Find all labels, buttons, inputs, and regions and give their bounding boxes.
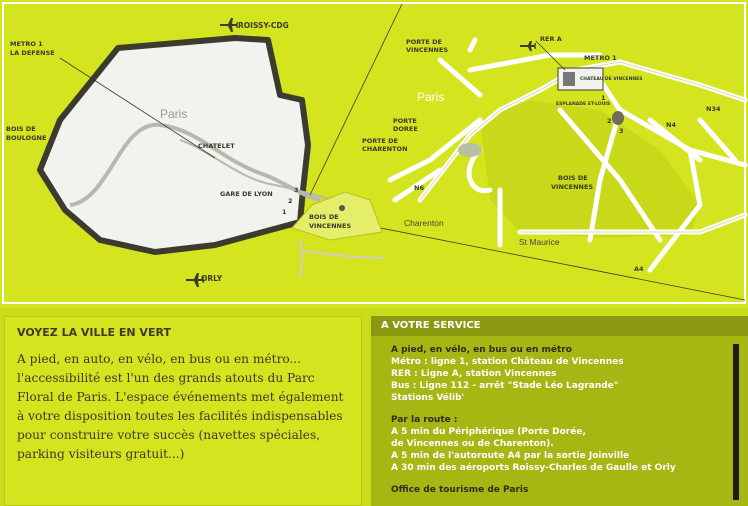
detail-n34: N34 — [706, 105, 721, 113]
detail-num-2: 2 — [607, 117, 612, 125]
label-bois-boulogne-1: BOIS DE — [6, 125, 36, 133]
label-metro-defense-1: METRO 1 — [10, 40, 43, 48]
service-line: A 30 min des aéroports Roissy-Charles de Gaulle et Orly — [391, 463, 676, 473]
chateau-icon — [563, 72, 575, 86]
green-title: VOYEZ LA VILLE EN VERT — [17, 326, 171, 339]
lake-dot — [612, 111, 624, 125]
label-num-2: 2 — [288, 197, 293, 205]
green-text: A pied, en auto, en vélo, en bus ou en métro... l'accessibilité est l'un des grands atouts du Parc Floral de Paris. L'espace événements met également à votre disposition toutes les facilités indispensables pour construire votre succès (navettes spéciales, parking visiteurs gratuit...) — [17, 352, 344, 461]
label-roissy: ROISSY-CDG — [238, 21, 289, 30]
paris-outline — [40, 38, 308, 252]
detail-porte-doree-2: DOREE — [393, 125, 418, 133]
detail-a4: A4 — [634, 265, 644, 273]
detail-st-maurice: St Maurice — [519, 237, 560, 247]
detail-chateau: CHATEAU DE VINCENNES — [580, 77, 643, 82]
label-num-1: 1 — [282, 208, 287, 216]
detail-bois-vincennes-1: BOIS DE — [558, 174, 588, 182]
service-panel — [371, 316, 748, 506]
detail-num-1: 1 — [601, 94, 606, 102]
service-line: Stations Vélib' — [391, 393, 465, 403]
detail-num-3: 3 — [619, 127, 624, 135]
detail-porte-charenton-2: CHARENTON — [362, 145, 408, 153]
lake-daumesnil — [458, 143, 482, 157]
detail-porte-doree-1: PORTE — [393, 117, 417, 125]
scroll-thumb[interactable] — [733, 344, 739, 500]
detail-rer-a: RER A — [540, 35, 562, 43]
detail-n6: N6 — [414, 184, 424, 192]
detail-porte-charenton-1: PORTE DE — [362, 137, 398, 145]
plane-icon-roissy — [220, 18, 238, 32]
detail-paris: Paris — [417, 90, 445, 104]
service-line: A 5 min du Périphérique (Porte Dorée, — [391, 427, 586, 437]
detail-map — [362, 35, 745, 273]
detail-n4: N4 — [666, 121, 676, 129]
service-line: A 5 min de l'autoroute A4 par la sortie Joinville — [391, 451, 630, 461]
service-line: Bus : Ligne 112 - arrêt "Stade Léo Lagrande" — [391, 381, 619, 391]
green-panel — [4, 316, 362, 506]
label-bois-vincennes-2: VINCENNES — [309, 222, 352, 230]
label-metro-defense-2: LA DEFENSE — [10, 49, 55, 57]
detail-esplanade: ESPLANADE ST-LOUIS — [556, 102, 611, 107]
park-dot — [339, 205, 345, 211]
service-header: A VOTRE SERVICE — [371, 316, 748, 336]
service-line: de Vincennes ou de Charenton). — [391, 439, 554, 449]
label-bois-boulogne-2: BOULOGNE — [6, 134, 47, 142]
detail-porte-vincennes-2: VINCENNES — [406, 46, 449, 54]
detail-metro-1: METRO 1 — [584, 54, 617, 62]
road-east — [300, 250, 385, 258]
label-orly: ORLY — [201, 274, 223, 283]
service-line: Par la route : — [391, 415, 458, 425]
road-orly — [300, 240, 302, 278]
service-body — [391, 344, 731, 496]
service-spacer — [391, 474, 731, 484]
service-line: RER : Ligne A, station Vincennes — [391, 369, 557, 379]
service-line: A pied, en vélo, en bus ou en métro — [391, 345, 572, 355]
label-bois-vincennes-1: BOIS DE — [309, 213, 339, 221]
service-spacer — [391, 404, 731, 414]
service-line: Métro : ligne 1, station Château de Vincennes — [391, 357, 624, 367]
service-line: Office de tourisme de Paris — [391, 485, 529, 495]
zoom-line-top — [310, 4, 402, 195]
label-num-3: 3 — [294, 186, 299, 194]
rer-icon — [520, 41, 536, 51]
detail-bois-vincennes-2: VINCENNES — [551, 183, 594, 191]
label-paris: Paris — [160, 107, 188, 121]
scrollbar[interactable] — [733, 344, 739, 500]
detail-charenton: Charenton — [404, 218, 444, 228]
detail-porte-vincennes-1: PORTE DE — [406, 38, 442, 46]
label-gare-lyon: GARE DE LYON — [220, 190, 273, 198]
label-chatelet: CHATELET — [198, 142, 235, 150]
